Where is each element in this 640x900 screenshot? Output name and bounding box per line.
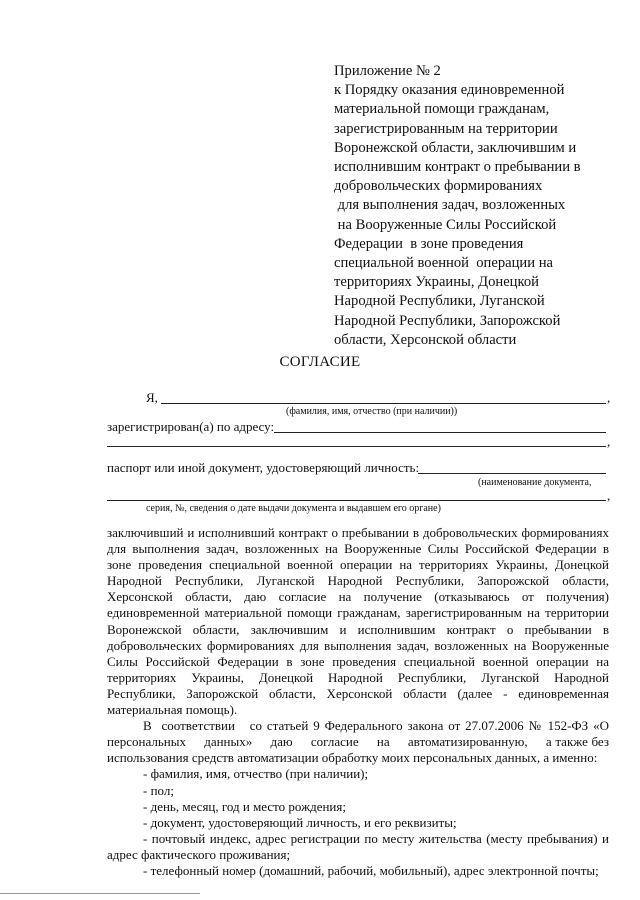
consent-body — [107, 525, 613, 879]
appendix-line: специальной военной операции на — [334, 255, 553, 272]
document-hint: (наименование документа, — [478, 477, 592, 488]
appendix-line: зарегистрированным на территории — [334, 120, 558, 137]
appendix-line: материальной помощи гражданам, — [334, 101, 550, 118]
data-list-item: - фамилия, имя, отчество (при наличии); — [143, 766, 369, 782]
appendix-line: области, Херсонской области — [334, 331, 517, 348]
appendix-line: территориях Украины, Донецкой — [334, 274, 539, 291]
ya-label: Я, — [146, 390, 158, 405]
appendix-line: для выполнения задач, возложенных — [334, 197, 566, 214]
passport-details-field[interactable] — [107, 500, 606, 501]
footnote-divider — [0, 893, 200, 894]
appendix-header — [334, 62, 614, 350]
address-label: зарегистрирован(а) по адресу: — [107, 419, 275, 434]
address-field[interactable] — [274, 432, 606, 433]
name-hint: (фамилия, имя, отчество (при наличии)) — [286, 406, 458, 417]
appendix-line: на Вооруженные Силы Российской — [334, 216, 557, 233]
data-list-item: - телефонный номер (домашний, рабочий, мобильный), адрес электронной почты; — [143, 862, 599, 878]
data-list-item: - документ, удостоверяющий личность, и его реквизиты; — [143, 814, 457, 830]
data-list-item: - пол; — [143, 782, 174, 798]
document-details-hint: серия, №, сведения о дате выдачи документа и выдавшем его органе) — [146, 503, 441, 514]
appendix-line: к Порядку оказания единовременной — [334, 82, 565, 99]
appendix-line: Народной Республики, Луганской — [334, 293, 545, 310]
passport-label: паспорт или иной документ, удостоверяющий личность: — [107, 460, 420, 475]
appendix-line: исполнившим контракт о пребывании в — [334, 159, 581, 176]
appendix-line: Воронежской области, заключившим и — [334, 139, 577, 156]
address-field-continued[interactable] — [107, 446, 606, 447]
comma: , — [607, 434, 611, 449]
full-name-field[interactable] — [161, 403, 606, 404]
consent-paragraph: заключивший и исполнивший контракт о пребывании в добровольческих формированиях для выполнения задач, возложенных на Вооруженные Силы Российской Федерации в зоне проведения специальной военной операции на территориях Украины, Донецкой Народной Республики, Луганской Народной Республики, Запорожской области, Херсонской области, даю согласие на получение (отказываюсь от получения) единовременной материальной помощи гражданам, зарегистрированным на территории Воронежской области, заключившим и исполнившим контракт о пребывании в добровольческих формированиях для выполнения задач, возложенных на Вооруженные Силы Российской Федерации в зоне проведения специальной военной операции на территориях Украины, Донецкой Народной Республики, Луганской Народной Республики, Запорожской области, Херсонской области (далее - единовременная материальная помощь). — [107, 525, 609, 718]
appendix-line: добровольческих формированиях — [334, 178, 543, 195]
data-list-item: - день, месяц, год и место рождения; — [143, 798, 346, 814]
appendix-line: Народной Республики, Запорожской — [334, 312, 561, 329]
comma: , — [607, 390, 611, 405]
document-title: СОГЛАСИЕ — [279, 354, 361, 370]
appendix-line: Федерации в зоне проведения — [334, 235, 524, 252]
appendix-line: Приложение № 2 — [334, 63, 441, 79]
law-paragraph: В соответствии со статьей 9 Федерального закона от 27.07.2006 № 152-ФЗ «О персональных данных» даю согласие на автоматизированную, а также без использования средств автоматизации обработку моих персональных данных, а именно: — [107, 718, 613, 766]
comma: , — [607, 488, 611, 503]
passport-field[interactable] — [418, 473, 606, 474]
data-list-item: - почтовый индекс, адрес регистрации по месту жительства (месту пребывания) и адрес фактического проживания; — [107, 830, 609, 862]
